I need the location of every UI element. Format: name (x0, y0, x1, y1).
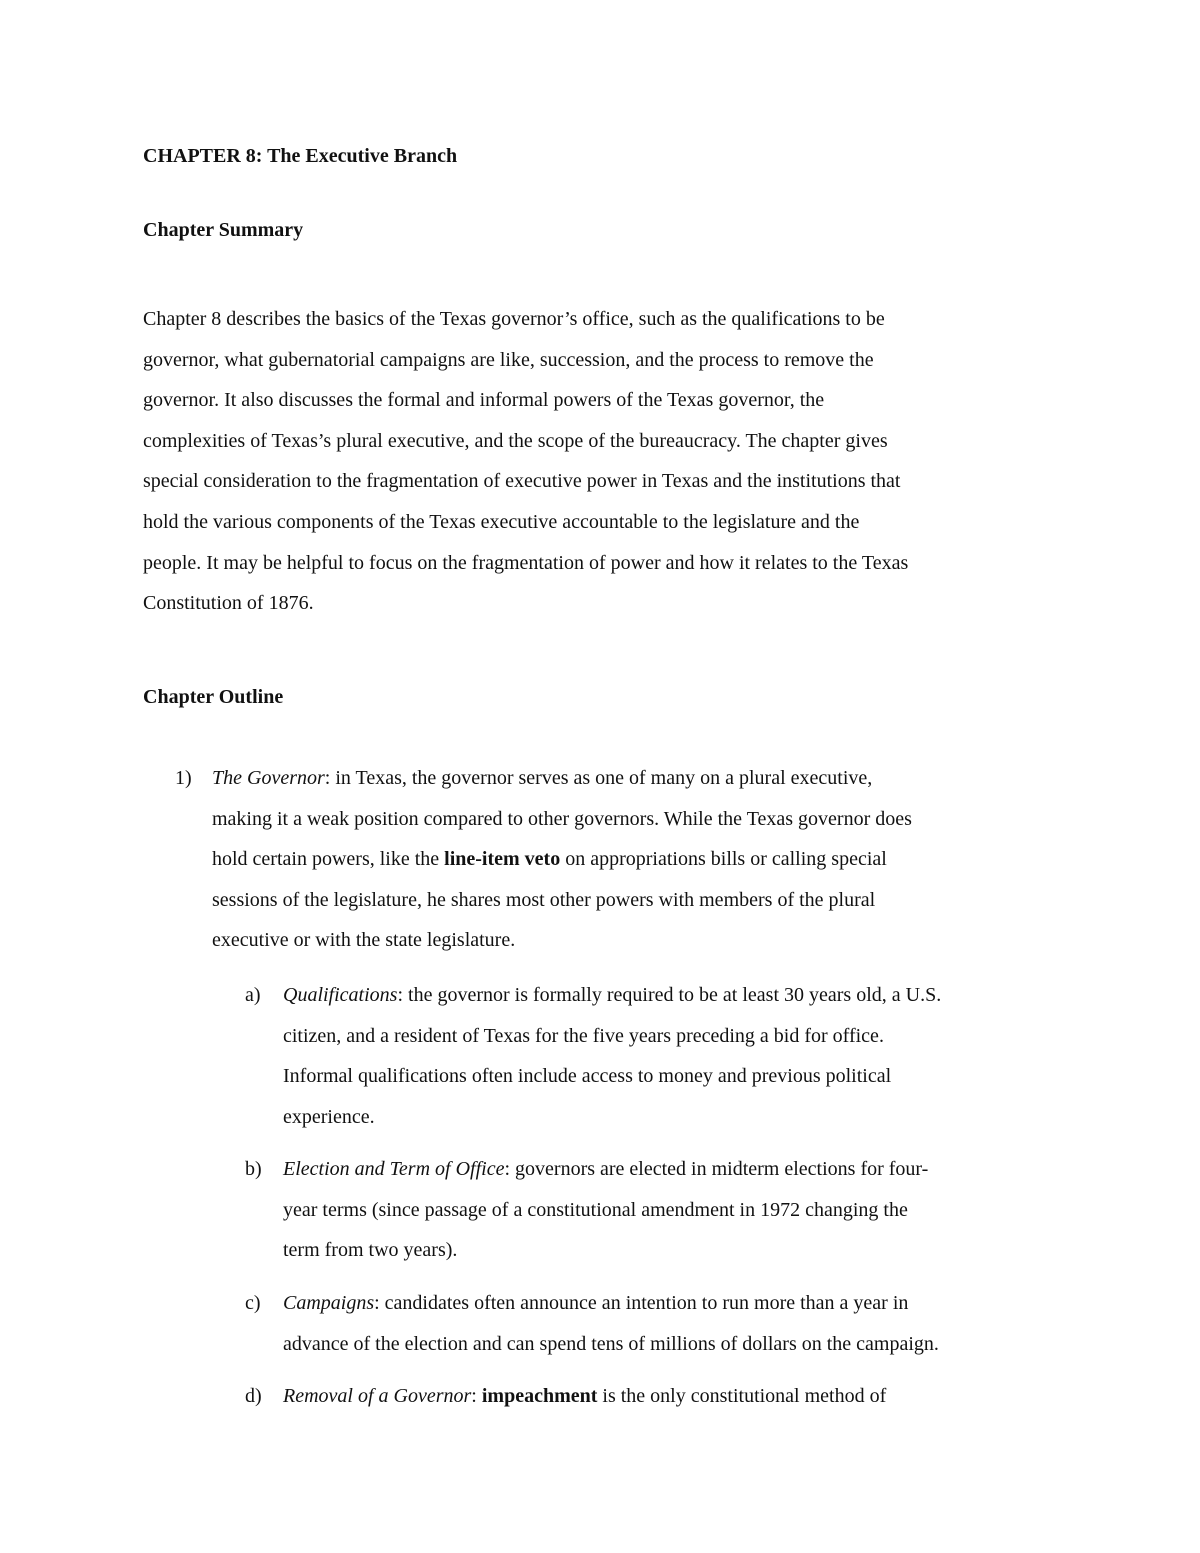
list-marker: 1) (175, 767, 192, 789)
outline-text: : candidates often announce an intention to run more than a year in (374, 1292, 909, 1314)
outline-line: sessions of the legislature, he shares most other powers with members of the plural (212, 888, 876, 911)
summary-line: special consideration to the fragmentation of executive power in Texas and the institutions that (143, 470, 901, 493)
outline-line: experience. (283, 1105, 375, 1128)
summary-paragraph (143, 299, 1073, 624)
outline-line (283, 1376, 1073, 1417)
outline-text: : in Texas, the governor serves as one of many on a plural executive, (324, 767, 873, 789)
list-marker: b) (245, 1158, 262, 1180)
summary-line: governor. It also discusses the formal and informal powers of the Texas governor, the (143, 389, 825, 412)
summary-line: Chapter 8 describes the basics of the Texas governor’s office, such as the qualifications to be (143, 308, 885, 330)
outline-line (212, 758, 1072, 799)
list-marker: d) (245, 1385, 262, 1407)
outline-line: Informal qualifications often include access to money and previous political (283, 1065, 892, 1088)
outline-text: is the only constitutional method of (597, 1385, 887, 1407)
outline-item-body (212, 758, 1072, 961)
outline-item-body (283, 975, 1073, 1137)
outline-line: executive or with the state legislature. (212, 929, 516, 952)
outline-line (283, 1149, 1073, 1190)
outline-item-body (283, 1149, 1073, 1271)
list-marker: c) (245, 1292, 261, 1314)
outline-term: Removal of a Governor (283, 1385, 472, 1407)
key-term-line-item-veto: line-item veto (444, 848, 561, 871)
key-term-impeachment: impeachment (481, 1385, 598, 1407)
outline-heading: Chapter Outline (143, 686, 284, 708)
outline-line (212, 839, 1072, 880)
outline-line: making it a weak position compared to other governors. While the Texas governor does (212, 807, 912, 830)
outline-line: term from two years). (283, 1239, 458, 1262)
outline-text: : the governor is formally required to be at least 30 years old, a U.S. (397, 984, 942, 1006)
outline-line: citizen, and a resident of Texas for the five years preceding a bid for office. (283, 1024, 884, 1047)
outline-term: Campaigns (283, 1292, 375, 1314)
summary-line: people. It may be helpful to focus on the fragmentation of power and how it relates to the Texas (143, 551, 909, 574)
outline-term: Election and Term of Office (283, 1158, 505, 1180)
summary-line: governor, what gubernatorial campaigns are like, succession, and the process to remove the (143, 348, 874, 371)
outline-line (283, 1283, 1073, 1324)
summary-heading: Chapter Summary (143, 219, 304, 241)
outline-term: The Governor (212, 767, 325, 789)
outline-item-body (283, 1283, 1073, 1364)
outline-item-body (283, 1376, 1073, 1417)
outline-term: Qualifications (283, 984, 398, 1006)
outline-text: : (471, 1385, 482, 1407)
outline-line: year terms (since passage of a constitutional amendment in 1972 changing the (283, 1198, 908, 1221)
outline-text: hold certain powers, like the (212, 848, 445, 871)
outline-text: on appropriations bills or calling special (560, 848, 887, 871)
summary-line: Constitution of 1876. (143, 592, 314, 615)
outline-line: advance of the election and can spend tens of millions of dollars on the campaign. (283, 1332, 939, 1355)
outline-text: : governors are elected in midterm elections for four- (504, 1158, 929, 1180)
summary-line: hold the various components of the Texas executive accountable to the legislature and the (143, 510, 860, 533)
summary-line: complexities of Texas’s plural executive, and the scope of the bureaucracy. The chapter gives (143, 429, 888, 452)
list-marker: a) (245, 984, 261, 1006)
chapter-title: CHAPTER 8: The Executive Branch (143, 145, 458, 167)
outline-line (283, 975, 1073, 1016)
